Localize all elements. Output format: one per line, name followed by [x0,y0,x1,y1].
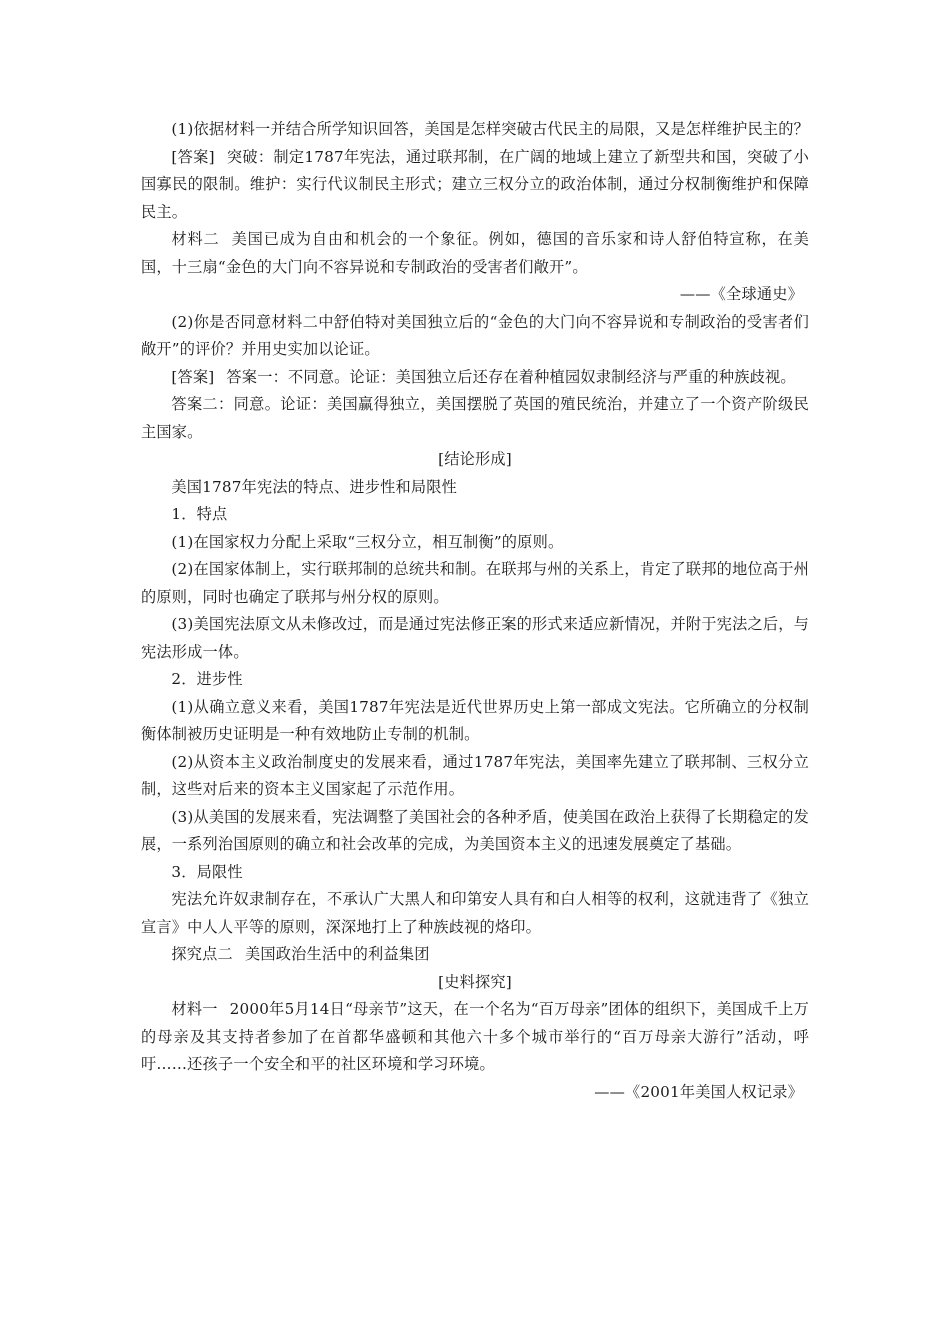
material-text: 美国已成为自由和机会的一个象征。例如，德国的音乐家和诗人舒伯特宣称，在美国，十三扇“金色的大门向不容异说和专制政治的受害者们敞开”。 [141,230,810,276]
explore-tag: 探究点二 [171,945,233,963]
limitation-1: 宪法允许奴隶制存在，不承认广大黑人和印第安人具有和白人相等的权利，这就违背了《独立宣言》中人人平等的原则，深深地打上了种族歧视的烙印。 [141,890,809,936]
answer-1 [141,144,809,227]
heading-progress: 2．进步性 [171,670,243,688]
material-1-source: ——《2001年美国人权记录》 [594,1082,803,1101]
material-2-source: ——《全球通史》 [679,285,803,303]
topic-line: 美国1787年宪法的特点、进步性和局限性 [171,477,458,496]
answer-text: 答案一：不同意。论证：美国独立后还存在着种植园奴隶制经济与严重的种族歧视。 [226,367,796,386]
answer-text: 突破：制定1787年宪法，通过联邦制，在广阔的地域上建立了新型共和国，突破了小国寡民的限制。维护：实行代议制民主形式；建立三权分立的政治体制，通过分权制衡维护和保障民主。 [141,147,810,221]
explore-point-2 [141,941,809,969]
progress-1: (1)从确立意义来看，美国1787年宪法是近代世界历史上第一部成文宪法。它所确立的分权制衡体制被历史证明是一种有效地防止专制的机制。 [141,697,809,743]
question-2: (2)你是否同意材料二中舒伯特对美国独立后的“金色的大门向不容异说和专制政治的受害者们敞开”的评价？并用史实加以论证。 [141,312,809,358]
question-1: (1)依据材料一并结合所学知识回答，美国是怎样突破古代民主的局限，又是怎样维护民主的？ [171,120,810,138]
material-2 [141,226,809,281]
document-body [141,116,809,1106]
material-text: 2000年5月14日“母亲节”这天，在一个名为“百万母亲”团体的组织下，美国成千上万的母亲及其支持者参加了在首都华盛顿和其他六十多个城市举行的“百万母亲大游行”活动，呼吁……还孩子一个安全和平的社区环境和学习环境。 [141,1000,809,1073]
heading-limitation: 3．局限性 [171,862,243,881]
material-tag: 材料二 [171,230,220,248]
answer-2-alt: 答案二：同意。论证：美国赢得独立，美国摆脱了英国的殖民统治，并建立了一个资产阶级民主国家。 [141,395,809,441]
answer-tag: [答案] [171,147,215,166]
explore-text: 美国政治生活中的利益集团 [244,945,430,963]
progress-3: (3)从美国的发展来看，宪法调整了美国社会的各种矛盾，使美国在政治上获得了长期稳定的发展，一系列治国原则的确立和社会改革的完成，为美国资本主义的迅速发展奠定了基础。 [141,807,810,853]
material-1 [141,996,809,1079]
conclusion-heading: [结论形成] [438,450,512,468]
feature-3: (3)美国宪法原文从未修改过，而是通过宪法修正案的形式来适应新情况，并附于宪法之后，与宪法形成一体。 [141,615,810,661]
material-tag: 材料一 [171,1000,218,1018]
answer-tag: [答案] [171,367,215,386]
progress-2: (2)从资本主义政治制度史的发展来看，通过1787年宪法，美国率先建立了联邦制、三权分立制，这些对后来的资本主义国家起了示范作用。 [141,752,809,798]
source-heading: [史料探究] [438,972,512,991]
feature-1: (1)在国家权力分配上采取“三权分立，相互制衡”的原则。 [171,532,564,551]
heading-features: 1．特点 [171,505,228,523]
feature-2: (2)在国家体制上，实行联邦制的总统共和制。在联邦与州的关系上，肯定了联邦的地位高于州的原则，同时也确定了联邦与州分权的原则。 [141,560,810,606]
answer-2 [141,364,809,392]
